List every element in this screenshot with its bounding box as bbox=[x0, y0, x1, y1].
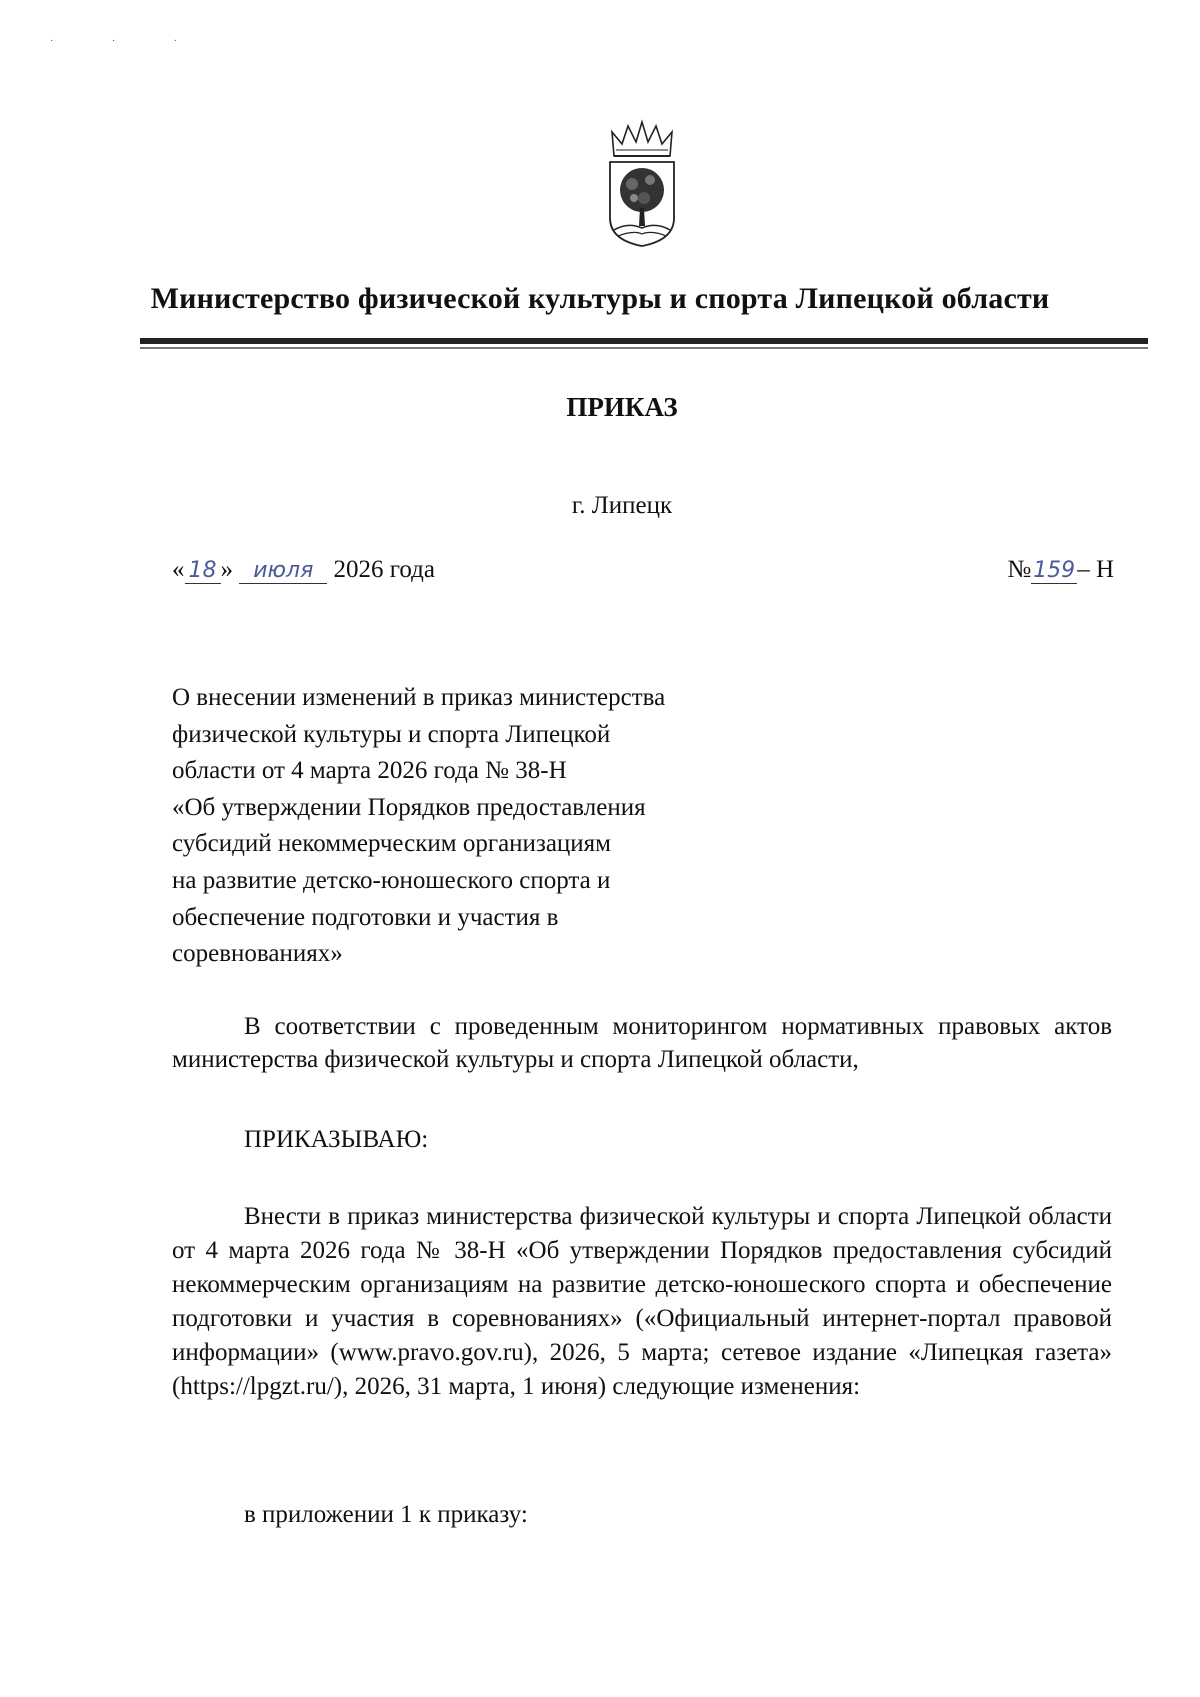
subject-line: О внесении изменений в приказ министерства bbox=[172, 684, 666, 711]
scan-specks: · · · bbox=[50, 36, 205, 47]
date-close-quote: » bbox=[220, 556, 233, 583]
document-type: ПРИКАЗ bbox=[566, 392, 678, 422]
subject-line: соревнованиях» bbox=[172, 940, 343, 968]
subject-line: на развитие детско-юношеского спорта и bbox=[172, 866, 611, 894]
date-month-handwritten: июля bbox=[239, 558, 327, 584]
document-city: г. Липецк bbox=[571, 492, 673, 519]
ministry-name: Министерство физической культуры и спорта Липецкой области bbox=[150, 282, 1050, 315]
header-rule-thick bbox=[140, 338, 1148, 344]
subject-line: субсидий некоммерческим организациям bbox=[172, 830, 611, 858]
appendix-paragraph: в приложении 1 к приказу: bbox=[244, 1501, 528, 1528]
basis-text: В соответствии с проведенным мониторингом нормативных правовых актов министерства физической культуры и спорта Липецкой области, bbox=[172, 1013, 1112, 1073]
number-prefix: № bbox=[1007, 556, 1032, 583]
subject-line: обеспечение подготовки и участия в bbox=[172, 903, 559, 931]
main-text: Внести в приказ министерства физической культуры и спорта Липецкой области от 4 марта 2026 года № 38-Н «Об утверждении Порядков предоставления субсидий некоммерческим организациям на развитие детско-юношеского спорта и обеспечение подготовки и участия в соревнованиях» («Официальный интернет-портал правовой информации» (www.pravo.gov.ru), 2026, 5 марта; сетевое издание «Липецкая газета» (https://lpgzt.ru/), 2026, 31 марта, 1 июня) следующие изменения: bbox=[172, 1203, 1112, 1400]
date-year: 2026 года bbox=[333, 556, 435, 583]
header-rule-thin bbox=[140, 347, 1148, 349]
date-day-handwritten: 18 bbox=[185, 558, 221, 584]
lipetsk-coat-of-arms-icon bbox=[604, 118, 680, 248]
subject-line: области от 4 марта 2026 года № 38-Н bbox=[172, 757, 567, 785]
main-paragraph bbox=[172, 1200, 1112, 1404]
subject-line: физической культуры и спорта Липецкой bbox=[172, 720, 611, 748]
basis-paragraph bbox=[172, 1010, 1112, 1076]
number-handwritten: 159 bbox=[1033, 558, 1076, 583]
subject-line: «Об утверждении Порядков предоставления bbox=[172, 793, 646, 821]
document-number bbox=[1007, 556, 1114, 584]
document-date bbox=[172, 556, 435, 584]
document-subject bbox=[172, 680, 752, 973]
order-word: ПРИКАЗЫВАЮ: bbox=[244, 1126, 429, 1153]
number-suffix: – Н bbox=[1077, 556, 1114, 583]
date-open-quote: « bbox=[172, 556, 185, 583]
